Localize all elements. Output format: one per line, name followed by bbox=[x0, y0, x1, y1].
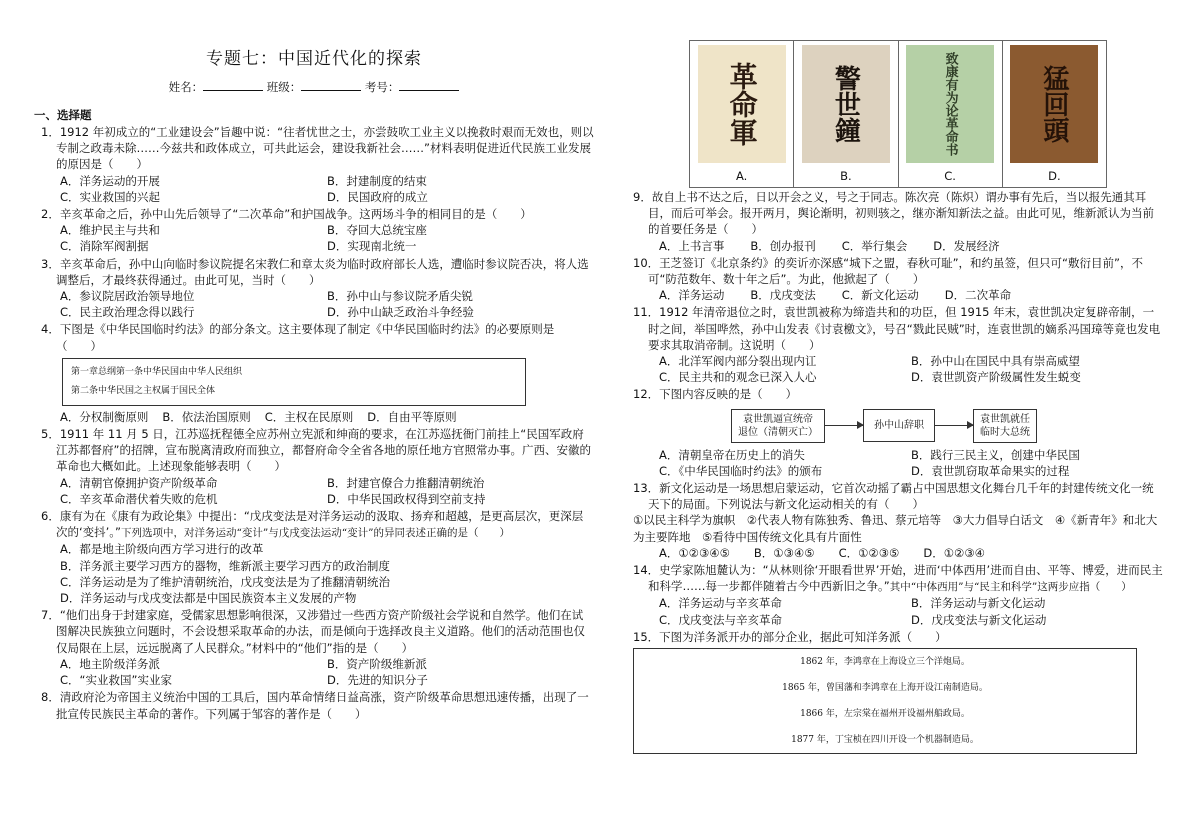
enterprise-row: 1862 年，李鸿章在上海设立三个洋炮局。 bbox=[800, 657, 970, 668]
image-label: A. bbox=[735, 169, 748, 183]
option-c[interactable]: C．民主共和的观念已深入人心 bbox=[659, 370, 817, 385]
flow-step-1-line-2: 退位（清朝灭亡） bbox=[738, 426, 818, 438]
question-8 bbox=[34, 689, 594, 721]
question-14 bbox=[633, 562, 1163, 628]
option-a[interactable]: A．北洋军阀内部分裂出现内讧 bbox=[659, 354, 817, 369]
option-d[interactable]: D．孙中山缺乏政治斗争经验 bbox=[327, 305, 474, 320]
options bbox=[34, 541, 594, 606]
constitution-excerpt-box bbox=[62, 358, 526, 406]
option-b[interactable]: B．资产阶级维新派 bbox=[327, 656, 427, 671]
enterprise-table bbox=[633, 648, 1137, 754]
right-column bbox=[633, 0, 1163, 754]
question-12 bbox=[633, 386, 1163, 479]
option-a[interactable]: A．分权制衡原则 bbox=[60, 409, 149, 424]
question-stem: 4．下图是《中华民国临时约法》的部分条文。这主要体现了制定《中华民国临时约法》的必要原则是（ ） bbox=[41, 322, 555, 353]
option-b[interactable]: B．洋务运动与新文化运动 bbox=[911, 596, 1046, 611]
option-b[interactable]: B．封建官僚合力推翻清朝统治 bbox=[327, 475, 485, 490]
option-d[interactable]: D．①②③④ bbox=[923, 545, 985, 560]
flow-step-3-line-1: 袁世凯就任 bbox=[980, 413, 1030, 425]
question-9 bbox=[633, 189, 1163, 254]
options bbox=[34, 288, 594, 320]
section-heading: 一、选择题 bbox=[34, 108, 92, 122]
option-c[interactable]: C．实业救国的兴起 bbox=[60, 189, 161, 204]
question-stem bbox=[633, 562, 1163, 595]
question-stem: 13．新文化运动是一场思想启蒙运动，它首次动摇了霸占中国思想文化舞台几千年的封建传统文化一统天下的局面。下列说法与新文化运动相关的有（ ） bbox=[633, 481, 1154, 512]
question-stem-note: 其中“中体西用”与“民主和科学”这两步应指（ ） bbox=[889, 581, 1132, 594]
question-7 bbox=[34, 607, 594, 688]
option-a[interactable]: A．①②③④⑤ bbox=[659, 545, 730, 560]
option-b[interactable]: B．孙中山与参议院矛盾尖锐 bbox=[327, 289, 473, 304]
question-11 bbox=[633, 304, 1163, 385]
option-b[interactable]: B．洋务派主要学习西方的器物，维新派主要学习西方的政治制度 bbox=[60, 558, 390, 573]
page-title: 专题七：中国近代化的探索 bbox=[206, 49, 422, 69]
options bbox=[34, 656, 594, 688]
option-a[interactable]: A．维护民主与共和 bbox=[60, 223, 160, 238]
question-stem: 12．下图内容反映的是（ ） bbox=[633, 387, 798, 402]
flow-step-1-line-1: 袁世凯逼宣统帝 bbox=[743, 413, 813, 425]
class-blank[interactable] bbox=[301, 79, 361, 91]
option-c[interactable]: C．举行集会 bbox=[841, 238, 908, 253]
name-blank[interactable] bbox=[203, 79, 263, 91]
options bbox=[633, 238, 1163, 254]
book-cover-image: 警世鐘 bbox=[802, 45, 890, 163]
book-cover-image: 革命軍 bbox=[698, 45, 786, 163]
image-label: B. bbox=[840, 169, 852, 183]
question-stem: 8．清政府沦为帝国主义统治中国的工具后，国内革命情绪日益高涨，资产阶级革命思想迅速传播，出现了一批宣传民族民主革命的著作。下列属于邹容的著作是（ ） bbox=[41, 690, 589, 721]
option-d[interactable]: D．发展经济 bbox=[933, 238, 1000, 253]
enterprise-row: 1877 年，丁宝桢在四川开设一个机器制造局。 bbox=[791, 735, 979, 746]
options bbox=[633, 545, 1163, 561]
question-15 bbox=[633, 629, 1163, 754]
flow-step-1 bbox=[731, 409, 825, 443]
option-c[interactable]: C．辛亥革命潜伏着失败的危机 bbox=[60, 491, 218, 506]
question-6 bbox=[34, 508, 594, 606]
question-1 bbox=[34, 124, 594, 205]
question-stem: 10．王芝签订《北京条约》的奕䜣亦深感“城下之盟，春秋可耻”，和约虽签，但只可“敷衍目前”，不可“防范数年、数十年之后”。为此，他掀起了（ ） bbox=[633, 255, 1143, 287]
enterprise-row: 1865 年，曾国藩和李鸿章在上海开设江南制造局。 bbox=[782, 683, 988, 694]
book-cover-images bbox=[689, 40, 1107, 188]
option-b[interactable]: B．封建制度的结束 bbox=[327, 173, 427, 188]
image-option-d[interactable] bbox=[1003, 41, 1106, 187]
option-d[interactable]: D．袁世凯资产阶级属性发生蜕变 bbox=[911, 370, 1081, 385]
options bbox=[633, 287, 1163, 303]
flow-step-3 bbox=[973, 409, 1037, 443]
question-stem: 5．1911 年 11 月 5 日，江苏巡抚程德全应苏州立宪派和绅商的要求，在江苏巡抚衙门前挂上“民国军政府江苏都督府”的招牌，宣布脱离清政府而独立，都督府命令全省各地的原任地方官照常办事。广西、安徽的革命也大概如此。上述现象能够表明（ ） bbox=[41, 427, 591, 474]
option-d[interactable]: D．二次革命 bbox=[944, 288, 1012, 303]
option-b[interactable]: B．创办报刊 bbox=[750, 238, 816, 253]
option-c[interactable]: C．洋务运动是为了维护清朝统治，戊戌变法是为了推翻清朝统治 bbox=[60, 574, 391, 589]
flow-diagram bbox=[731, 409, 1163, 443]
book-cover-image: 致康有为论革命书 bbox=[906, 45, 994, 163]
option-d[interactable]: D．实现南北统一 bbox=[327, 239, 417, 254]
class-label: 班级： bbox=[266, 80, 302, 94]
option-b[interactable]: B．依法治国原则 bbox=[162, 409, 251, 424]
options bbox=[633, 353, 1163, 385]
question-stem-note: 下列选项中，对洋务运动“变计”与戊戌变法运动“变计”的异同表述正确的是（ ） bbox=[121, 527, 511, 540]
option-c[interactable]: C．①②③⑤ bbox=[838, 545, 900, 560]
option-d[interactable]: D．中华民国政权得到空前支持 bbox=[327, 491, 486, 506]
option-b[interactable]: B．戊戌变法 bbox=[750, 288, 816, 303]
question-stem: 11．1912 年清帝退位之时，袁世凯被称为缔造共和的功臣，但 1915 年末，袁世凯决定复辟帝制，一时之间，举国哗然，孙中山发表《讨袁檄文》，号召“戮此民贼”时，连袁世凯的嫡系冯国璋等竟也发电要求其取消帝制。这说明（ ） bbox=[633, 305, 1161, 352]
excerpt-line-2: 第二条中华民国之主权属于国民全体 bbox=[71, 385, 216, 396]
statement-items: ①以民主科学为旗帜 ②代表人物有陈独秀、鲁迅、蔡元培等 ③大力倡导白话文 ④《新青年》和北大为主要阵地 ⑤看待中国传统文化具有片面性 bbox=[633, 513, 1158, 544]
option-a[interactable]: A．上书言事 bbox=[659, 238, 725, 253]
question-stem: 9．故自上书不达之后，日以开会之义，号之于同志。陈次亮（陈炽）谓办事有先后，当以报先通其耳目，而后可举会。报开两月，舆论渐明，初则骇之，继亦渐知新法之益。由此可见，维新派认为当前的首要任务是（ ） bbox=[633, 190, 1154, 237]
name-label: 姓名： bbox=[168, 80, 204, 94]
enterprise-row: 1866 年，左宗棠在福州开设福州船政局。 bbox=[800, 709, 970, 720]
option-a[interactable]: A．参议院居政治领导地位 bbox=[60, 289, 195, 304]
option-d[interactable]: D．戊戌变法与新文化运动 bbox=[911, 612, 1047, 627]
image-label: C. bbox=[944, 169, 956, 183]
question-2 bbox=[34, 206, 594, 255]
question-4 bbox=[34, 321, 594, 425]
option-a[interactable]: A．清朝官僚拥护资产阶级革命 bbox=[60, 475, 218, 490]
option-b[interactable]: B．孙中山在国民中具有崇高威望 bbox=[911, 354, 1080, 369]
image-option-a[interactable] bbox=[690, 41, 794, 187]
question-stem: 15．下图为洋务派开办的部分企业，据此可知洋务派（ ） bbox=[633, 629, 947, 644]
option-c[interactable]: C．消除军阀割据 bbox=[60, 239, 149, 254]
options bbox=[34, 475, 594, 507]
option-a[interactable]: A．都是地主阶级向西方学习进行的改革 bbox=[60, 542, 264, 557]
option-c[interactable]: C．新文化运动 bbox=[841, 288, 919, 303]
options bbox=[633, 447, 1163, 479]
exam-no-label: 考号： bbox=[364, 80, 400, 94]
arrow-icon bbox=[825, 425, 863, 426]
question-stem: 1．1912 年初成立的“工业建设会”旨趣中说：“往者忧世之士，亦尝鼓吹工业主义以挽救时艰而无效也，则以专制之政毒未除……今兹共和政体成立，可共此运会，建设我新社会……”材料表明促进近代民族工业发展的原因是（ ） bbox=[41, 125, 594, 172]
options bbox=[34, 222, 594, 254]
left-column bbox=[34, 0, 594, 722]
image-label: D. bbox=[1048, 169, 1061, 183]
book-cover-image: 猛回頭 bbox=[1010, 45, 1098, 163]
option-c[interactable]: C．主权在民原则 bbox=[264, 409, 354, 424]
question-10 bbox=[633, 255, 1163, 304]
question-stem-main: 14．史学家陈旭麓认为：“从林则徐‘开眼看世界’开始，进而‘中体西用’进而自由、平等、博爱，进而民主和科学……每一步都伴随着古今中西新旧之争。” bbox=[633, 563, 1163, 594]
question-stem: 7．“他们出身于封建家庭，受儒家思想影响很深，又涉猎过一些西方资产阶级社会学说和自然学。他们在试图解决民族独立问题时，不会设想采取革命的办法，而是倾向于选择改良主义道路。他们的活动范围也仅仅局限在上层，远远脱离了人民群众。”材料中的“他们”指的是（ ） bbox=[41, 608, 585, 655]
question-3 bbox=[34, 256, 594, 321]
exam-no-blank[interactable] bbox=[399, 79, 459, 91]
option-c[interactable]: C．“实业救国”实业家 bbox=[60, 673, 172, 688]
question-5 bbox=[34, 426, 594, 507]
option-d[interactable]: D．洋务运动与戊戌变法都是中国民族资本主义发展的产物 bbox=[60, 591, 357, 606]
options bbox=[34, 409, 594, 425]
option-a[interactable]: A．洋务运动与辛亥革命 bbox=[659, 596, 782, 611]
option-c[interactable]: C．民主政治理念得以践行 bbox=[60, 305, 195, 320]
flow-step-2: 孙中山辞职 bbox=[863, 409, 935, 442]
option-d[interactable]: D．自由平等原则 bbox=[367, 409, 457, 424]
option-d[interactable]: D．袁世凯窃取革命果实的过程 bbox=[911, 463, 1070, 478]
flow-step-3-line-2: 临时大总统 bbox=[980, 426, 1030, 438]
excerpt-line-1: 第一章总纲第一条中华民国由中华人民组织 bbox=[71, 366, 243, 377]
image-option-b[interactable] bbox=[794, 41, 898, 187]
option-b[interactable]: B．①③④⑤ bbox=[753, 545, 815, 560]
student-info bbox=[34, 79, 594, 95]
question-stem: 3．辛亥革命后，孙中山向临时参议院提名宋教仁和章太炎为临时政府部长人选，遭临时参议院否决，将人选调整后，才最终获得通过。由此可见，当时（ ） bbox=[41, 256, 589, 287]
options bbox=[34, 173, 594, 205]
arrow-icon bbox=[935, 425, 973, 426]
option-a[interactable]: A．清朝皇帝在历史上的消失 bbox=[659, 447, 805, 462]
option-c[interactable]: C．戊戌变法与辛亥革命 bbox=[659, 612, 783, 627]
image-option-c[interactable] bbox=[899, 41, 1003, 187]
question-stem-main: 6．康有为在《康有为政论集》中提出：“戊戌变法是对洋务运动的汲取、扬弃和超越，是更高层次，更深层次的‘变抖’。” bbox=[41, 509, 584, 540]
question-13 bbox=[633, 480, 1163, 561]
option-c[interactable]: C．《中华民国临时约法》的颁布 bbox=[659, 463, 823, 478]
option-b[interactable]: B．夺回大总统宝座 bbox=[327, 223, 427, 238]
option-d[interactable]: D．民国政府的成立 bbox=[327, 189, 428, 204]
option-a[interactable]: A．地主阶级洋务派 bbox=[60, 656, 160, 671]
option-a[interactable]: A．洋务运动 bbox=[659, 288, 725, 303]
option-b[interactable]: B．践行三民主义，创建中华民国 bbox=[911, 447, 1080, 462]
question-stem bbox=[34, 508, 594, 541]
options bbox=[633, 595, 1163, 627]
option-d[interactable]: D．先进的知识分子 bbox=[327, 673, 428, 688]
question-stem: 2．辛亥革命之后，孙中山先后领导了“二次革命”和护国战争。这两场斗争的相同目的是（ ） bbox=[41, 207, 532, 222]
option-a[interactable]: A．洋务运动的开展 bbox=[60, 173, 160, 188]
